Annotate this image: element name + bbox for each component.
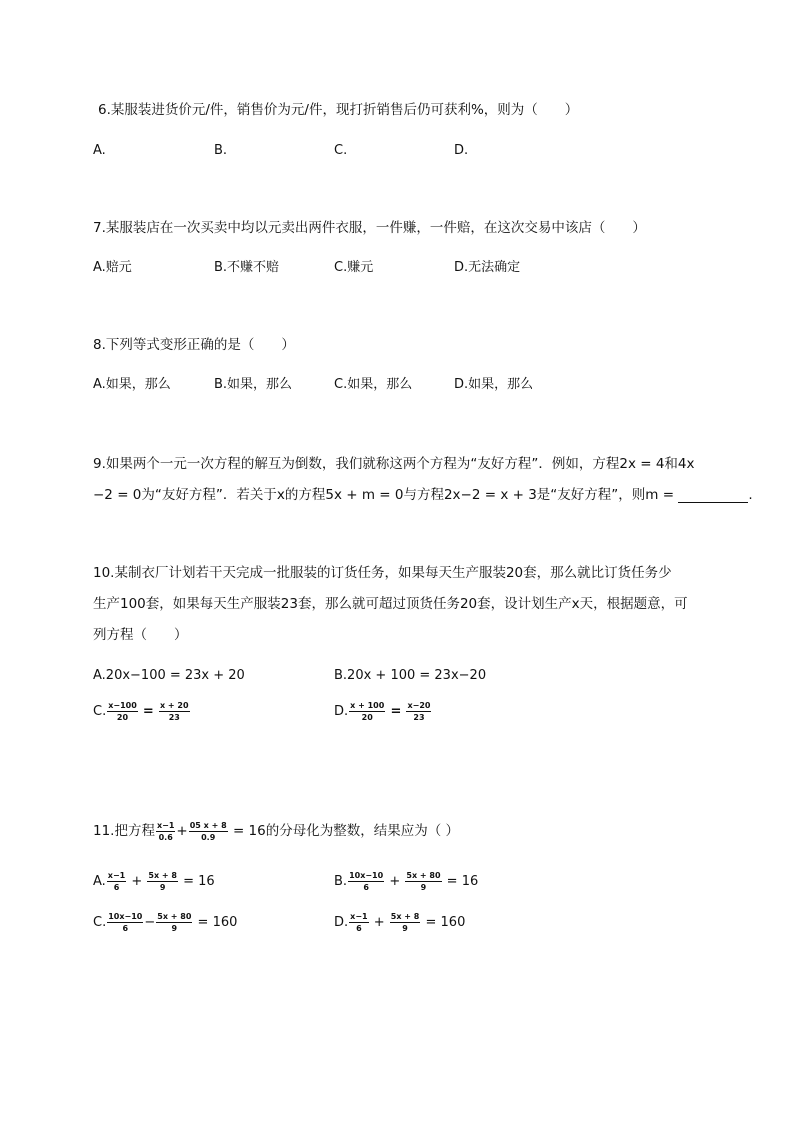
question-8-option-c[interactable]: C.如果，那么	[334, 377, 413, 392]
fraction	[147, 871, 178, 892]
fraction	[107, 912, 143, 933]
numerator: 5x + 8	[148, 871, 177, 880]
question-6-stem: 6.某服装进货价元/件，销售价为元/件，现打折销售后仍可获利%，则为（ ）	[98, 102, 579, 118]
numerator: 5x + 8	[390, 912, 420, 921]
right-hand-side: = 160	[425, 915, 466, 930]
operator: +	[131, 874, 143, 889]
question-9-line-2-end: .	[748, 487, 753, 503]
numerator: x + 100	[350, 701, 385, 710]
denominator: 9	[159, 883, 166, 892]
fraction	[159, 701, 190, 722]
denominator: 0.6	[158, 832, 173, 842]
question-10-line-2: 生产100套，如果每天生产服装23套，那么就可超过顶货任务20套，设计划生产x天，根据题意，可	[93, 596, 688, 612]
option-label: D.	[334, 915, 349, 930]
question-6-option-c[interactable]: C.	[334, 143, 348, 158]
right-hand-side: = 16	[183, 874, 215, 889]
question-10-option-b[interactable]: B.20x + 100 = 23x−20	[334, 668, 487, 683]
question-10-line-1: 10.某制衣厂计划若干天完成一批服装的订货任务，如果每天生产服装20套，那么就比订货任务少	[93, 565, 672, 581]
denominator: 9	[402, 924, 408, 933]
denominator: 20	[361, 713, 373, 722]
denominator: 23	[168, 713, 180, 722]
option-label: B.	[334, 874, 348, 889]
numerator: 10x−10	[349, 871, 384, 880]
question-7-stem: 7.某服装店在一次买卖中均以元卖出两件衣服，一件赚，一件赔，在这次交易中该店（ ）	[93, 220, 646, 236]
numerator: x−100	[108, 701, 137, 710]
question-10-option-a[interactable]: A.20x−100 = 23x + 20	[93, 668, 245, 683]
fraction	[156, 821, 175, 842]
fraction	[406, 701, 431, 722]
fraction	[348, 871, 384, 892]
question-11-option-c[interactable]	[93, 910, 237, 936]
denominator: 6	[356, 924, 362, 933]
question-7-option-d[interactable]: D.无法确定	[454, 260, 521, 275]
question-7-option-c[interactable]: C.赚元	[334, 260, 374, 275]
denominator: 0.9	[201, 832, 216, 842]
numerator: x−1	[156, 820, 175, 830]
right-hand-side: = 160	[197, 915, 238, 930]
fraction	[107, 701, 138, 722]
numerator: x + 20	[159, 701, 189, 710]
question-11-prefix: 11.把方程	[93, 823, 155, 839]
denominator: 6	[363, 883, 369, 892]
denominator: 6	[122, 924, 129, 933]
question-6-option-d[interactable]: D.	[454, 143, 469, 158]
numerator: x−1	[350, 912, 368, 921]
fraction	[107, 871, 126, 892]
denominator: 6	[113, 883, 120, 892]
numerator: x−20	[407, 701, 431, 710]
question-7-option-a[interactable]: A.赔元	[93, 260, 132, 275]
operator: −	[144, 915, 156, 930]
denominator: 9	[171, 924, 178, 933]
answer-blank[interactable]	[678, 490, 748, 503]
question-8-option-d[interactable]: D.如果，那么	[454, 377, 534, 392]
denominator: 23	[413, 713, 425, 722]
denominator: 20	[116, 713, 129, 722]
fraction	[349, 701, 385, 722]
plus-sign: +	[176, 823, 188, 839]
question-11-option-d[interactable]	[334, 910, 465, 936]
question-8-option-b[interactable]: B.如果，那么	[214, 377, 293, 392]
fraction	[390, 912, 421, 933]
option-label: D.	[334, 704, 349, 719]
question-11-option-a[interactable]	[93, 869, 215, 895]
question-11-option-b[interactable]	[334, 869, 478, 895]
option-label: C.	[93, 915, 107, 930]
question-9-line-1: 9.如果两个一元一次方程的解互为倒数，我们就称这两个方程为“友好方程”．例如，方程2x = 4和4x	[93, 456, 695, 472]
fraction	[189, 821, 228, 842]
numerator: 05 x + 8	[189, 820, 227, 830]
question-9-line-2-text: −2 = 0为“友好方程”．若关于x的方程5x + m = 0与方程2x−2 = x + 3是“友好方程”，则m =	[93, 487, 679, 503]
question-7-option-b[interactable]: B.不赚不赔	[214, 260, 280, 275]
equals-sign: =	[390, 704, 402, 719]
operator: +	[389, 874, 401, 889]
option-label: A.	[93, 874, 106, 889]
question-11-stem	[93, 818, 459, 844]
question-8-stem: 8.下列等式变形正确的是（ ）	[93, 337, 295, 353]
operator: +	[373, 915, 385, 930]
question-11-suffix: = 16的分母化为整数，结果应为（ ）	[232, 823, 460, 839]
numerator: 5x + 80	[157, 912, 192, 921]
equals-sign: =	[142, 704, 154, 719]
right-hand-side: = 16	[446, 874, 479, 889]
question-10-option-d[interactable]	[334, 700, 432, 724]
question-10-option-c[interactable]	[93, 700, 191, 724]
numerator: 5x + 80	[406, 871, 441, 880]
denominator: 9	[420, 883, 427, 892]
question-10-line-3: 列方程（ ）	[93, 627, 188, 643]
question-9-line-2	[93, 487, 753, 503]
question-6-option-a[interactable]: A.	[93, 143, 106, 158]
fraction	[349, 912, 368, 933]
numerator: 10x−10	[108, 912, 143, 921]
question-8-option-a[interactable]: A.如果，那么	[93, 377, 171, 392]
option-label: C.	[93, 704, 107, 719]
numerator: x−1	[107, 871, 126, 880]
question-6-option-b[interactable]: B.	[214, 143, 228, 158]
fraction	[405, 871, 441, 892]
fraction	[156, 912, 192, 933]
